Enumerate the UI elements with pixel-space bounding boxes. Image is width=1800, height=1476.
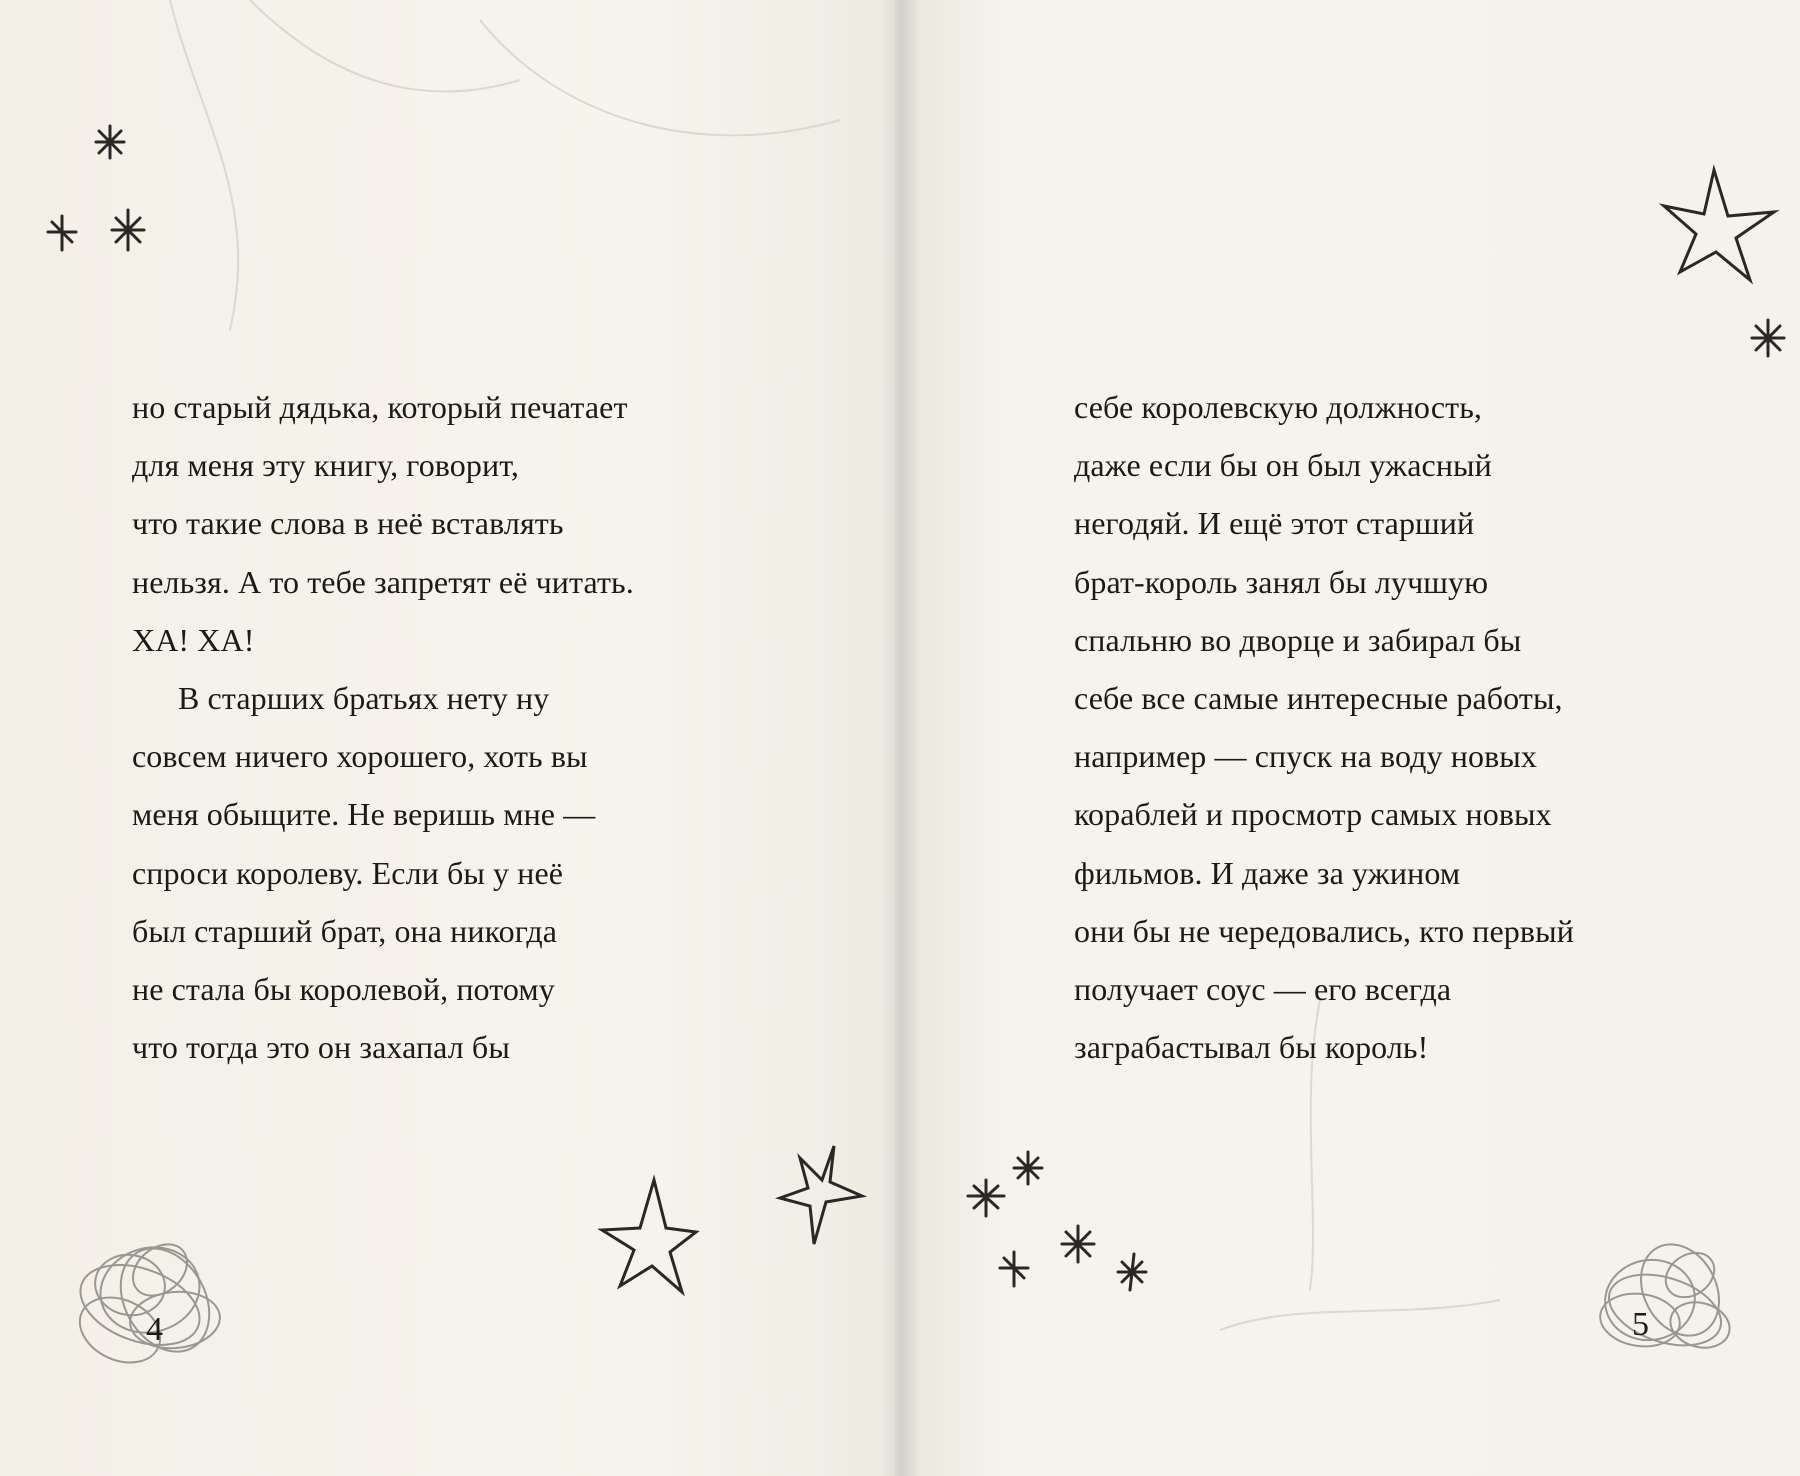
asterisk-star-icon	[968, 1180, 1004, 1216]
text-line: спальню во дворце и забирал бы	[1074, 621, 1522, 658]
text-line: что такие слова в неё вставлять	[132, 505, 564, 542]
asterisk-star-icon	[1014, 1152, 1042, 1184]
text-line: брат-король занял бы лучшую	[1074, 563, 1489, 600]
text-line: был старший брат, она никогда	[132, 912, 558, 949]
asterisk-star-icon	[112, 210, 144, 250]
asterisk-star-icon	[96, 126, 124, 158]
text-line: нельзя. А то тебе запретят её читать.	[132, 563, 634, 600]
hand-drawn-star-icon	[1664, 170, 1774, 280]
text-line: негодяй. И ещё этот старший	[1074, 505, 1475, 542]
text-line: они бы не чередовались, кто первый	[1074, 912, 1574, 949]
asterisk-star-icon	[1118, 1254, 1146, 1290]
hand-drawn-star-icon	[602, 1180, 696, 1292]
asterisk-star-icon	[1000, 1252, 1028, 1286]
text-line: себе все самые интересные работы,	[1074, 680, 1563, 717]
text-line: например — спуск на воду новых	[1074, 738, 1537, 775]
text-line: что тогда это он захапал бы	[132, 1029, 510, 1066]
text-line: кораблей и просмотр самых новых	[1074, 796, 1552, 833]
text-line: заграбастывал бы король!	[1074, 1029, 1429, 1066]
asterisk-star-icon	[1752, 320, 1784, 356]
text-line: меня обыщите. Не веришь мне —	[132, 796, 596, 833]
text-line: не стала бы королевой, потому	[132, 971, 555, 1008]
text-line: но старый дядька, который печатает	[132, 389, 628, 425]
text-line: В старших братьях нету ну	[178, 680, 550, 717]
page-number: 5	[1632, 1306, 1649, 1343]
hand-drawn-star-icon	[780, 1146, 862, 1244]
text-line: ХА! ХА!	[132, 621, 255, 658]
text-line: получает соус — его всегда	[1074, 971, 1452, 1008]
text-line: себе королевскую должность,	[1074, 389, 1482, 425]
text-line: спроси королеву. Если бы у неё	[132, 854, 564, 891]
text-line: даже если бы он был ужасный	[1074, 447, 1492, 484]
asterisk-star-icon	[1062, 1226, 1094, 1262]
asterisk-star-icon	[48, 216, 76, 250]
text-line: для меня эту книгу, говорит,	[132, 447, 520, 484]
text-line: фильмов. И даже за ужином	[1074, 854, 1461, 891]
text-line: совсем ничего хорошего, хоть вы	[132, 738, 588, 775]
page-number: 4	[146, 1311, 163, 1348]
